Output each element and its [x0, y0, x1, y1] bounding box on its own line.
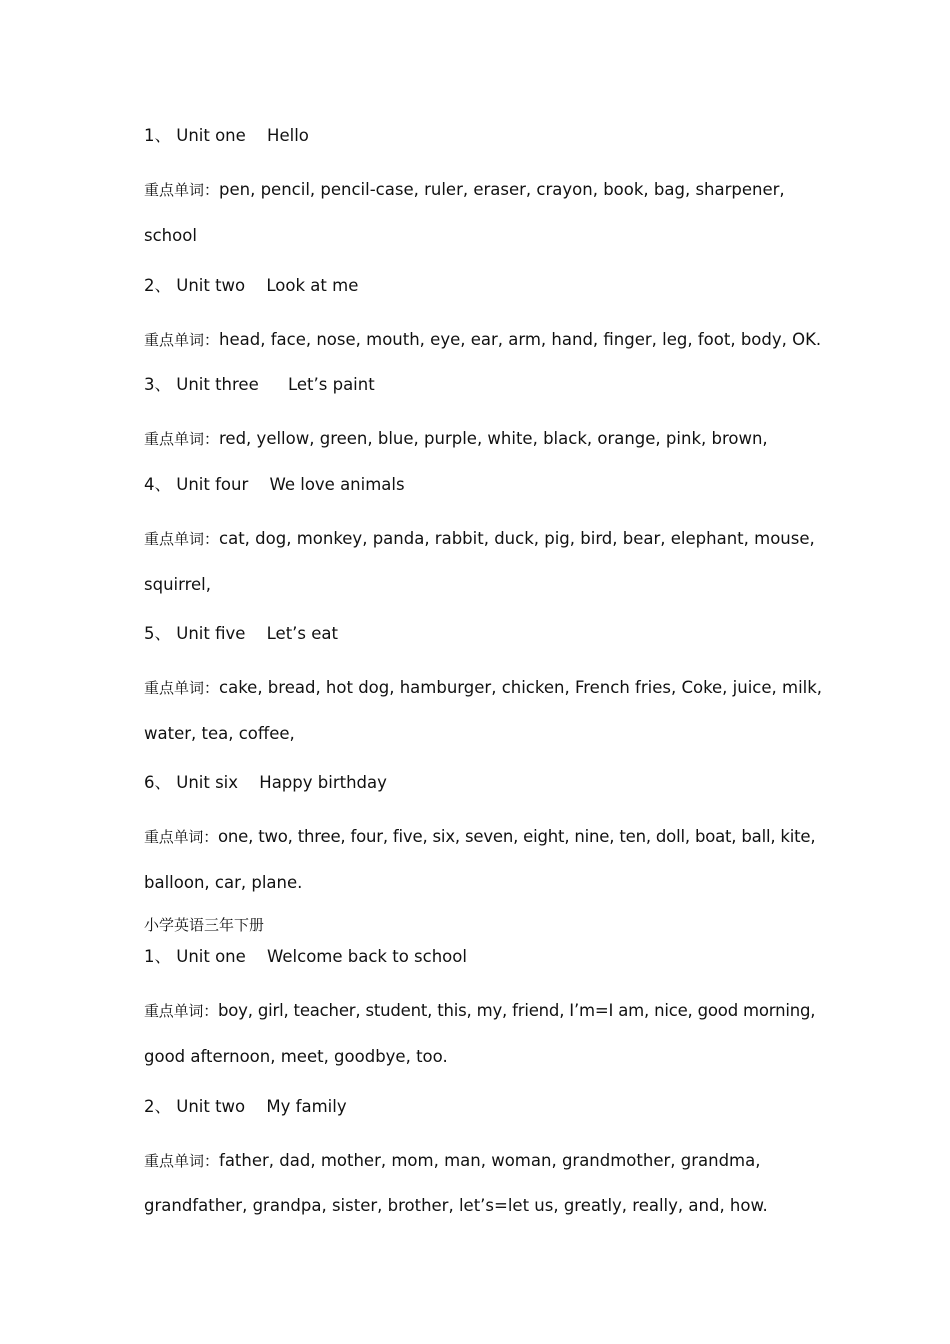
unit-name: Unit one [176, 947, 246, 966]
vocab-label: 重点单词： [144, 331, 220, 349]
unit-title: Look at me [266, 276, 359, 295]
vocab-label: 重点单词： [144, 181, 220, 199]
unit-title: Welcome back to school [267, 947, 467, 966]
unit-name: Unit three [176, 375, 259, 394]
unit-title: Let’s eat [266, 624, 338, 643]
vocab-line [144, 528, 815, 550]
vocab-words: one, two, three, four, five, six, seven, eight, nine, ten, doll, boat, ball, kite, [218, 827, 816, 846]
vocab-line-continued [144, 872, 302, 894]
unit-number: 3、 [144, 375, 171, 394]
vocab-line-continued [144, 225, 197, 247]
vocab-line [144, 826, 815, 848]
vocab-label: 重点单词： [144, 1152, 220, 1170]
unit-title: Let’s paint [287, 375, 375, 394]
vocab-words: balloon, car, plane. [144, 873, 303, 892]
unit-heading [144, 374, 375, 396]
vocab-line-continued [144, 574, 211, 596]
unit-number: 2、 [144, 1097, 171, 1116]
unit-title: Happy birthday [259, 773, 387, 792]
unit-heading [144, 772, 387, 794]
vocab-line [144, 677, 822, 699]
unit-heading [144, 125, 309, 147]
unit-heading [144, 474, 405, 496]
vocab-words: head, face, nose, mouth, eye, ear, arm, hand, finger, leg, foot, body, OK. [219, 330, 822, 349]
vocab-words: red, yellow, green, blue, purple, white, black, orange, pink, brown, [219, 429, 768, 448]
unit-name: Unit one [176, 126, 246, 145]
vocab-line [144, 329, 821, 351]
unit-number: 2、 [144, 276, 171, 295]
unit-name: Unit four [176, 475, 249, 494]
vocab-words: cat, dog, monkey, panda, rabbit, duck, pig, bird, bear, elephant, mouse, [219, 529, 815, 548]
unit-name: Unit two [176, 276, 246, 295]
vocab-label: 重点单词： [144, 430, 220, 448]
vocab-words: cake, bread, hot dog, hamburger, chicken, French fries, Coke, juice, milk, [219, 678, 823, 697]
vocab-line [144, 1150, 761, 1172]
vocab-words: pen, pencil, pencil-case, ruler, eraser, crayon, book, bag, sharpener, [219, 180, 785, 199]
vocab-label: 重点单词： [144, 828, 219, 846]
semester-heading: 小学英语三年下册 [144, 916, 265, 934]
vocab-words: grandfather, grandpa, sister, brother, let’s=let us, greatly, really, and, how. [144, 1196, 768, 1215]
vocab-words: boy, girl, teacher, student, this, my, friend, I’m=I am, nice, good morning, [218, 1001, 816, 1020]
unit-heading [144, 623, 338, 645]
vocab-words: water, tea, coffee, [144, 724, 295, 743]
vocab-label: 重点单词： [144, 530, 220, 548]
unit-heading [144, 1096, 347, 1118]
vocab-line [144, 179, 785, 201]
unit-heading [144, 946, 467, 968]
unit-title: Hello [267, 126, 309, 145]
vocab-words: father, dad, mother, mom, man, woman, grandmother, grandma, [219, 1151, 761, 1170]
unit-heading [144, 275, 358, 297]
vocab-line [144, 1000, 815, 1022]
unit-name: Unit two [176, 1097, 246, 1116]
unit-name: Unit five [176, 624, 246, 643]
vocab-words: squirrel, [144, 575, 212, 594]
unit-title: We love animals [269, 475, 405, 494]
unit-title: My family [266, 1097, 347, 1116]
vocab-line [144, 428, 768, 450]
unit-number: 1、 [144, 126, 171, 145]
vocab-line-continued [144, 723, 295, 745]
unit-number: 1、 [144, 947, 171, 966]
vocab-words: good afternoon, meet, goodbye, too. [144, 1047, 448, 1066]
vocab-line-continued [144, 1046, 448, 1068]
vocab-line-continued [144, 1195, 768, 1217]
vocab-label: 重点单词： [144, 679, 220, 697]
vocab-words: school [144, 226, 197, 245]
unit-number: 5、 [144, 624, 171, 643]
unit-number: 4、 [144, 475, 171, 494]
vocab-label: 重点单词： [144, 1002, 219, 1020]
unit-number: 6、 [144, 773, 171, 792]
unit-name: Unit six [176, 773, 239, 792]
